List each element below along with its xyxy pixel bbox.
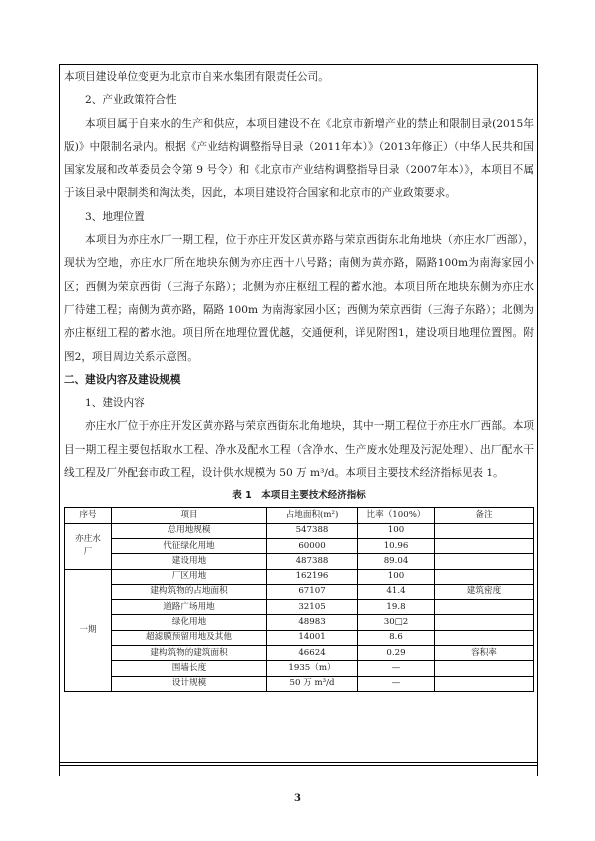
table-cell: 容积率 (435, 646, 534, 661)
page-number: 3 (294, 793, 301, 804)
table-row (65, 584, 534, 599)
table-row (65, 615, 534, 630)
tech-indicator-table (64, 507, 534, 692)
header-cell: 项目 (112, 508, 267, 523)
table-cell: 32105 (267, 600, 358, 615)
table-cell: 60000 (267, 538, 358, 553)
table-cell: 8.6 (358, 630, 435, 645)
table-header-row (65, 508, 534, 523)
heading-location: 3、地理位置 (85, 210, 145, 223)
table-row (65, 630, 534, 645)
table-cell: 建构筑物的占地面积 (112, 584, 267, 599)
paragraph-location: 本项目为亦庄水厂一期工程，位于亦庄开发区黄亦路与荣京西街东北角地块（亦庄水厂西部），现状为空地，亦庄水厂所在地块东侧为亦庄西十八号路；南侧为黄亦路，隔路100m为南海家园小区；西侧为荣京西街（三海子东路）；北侧为亦庄枢纽工程的蓄水池。本项目所在地块东侧为亦庄水厂待建工程；南侧为黄亦路，隔路 100m 为南海家园小区；西侧为荣京西街（三海子东路）；北侧为亦庄枢纽工程的蓄水池。项目所在地理位置优越，交通便利，详见附图1，建设项目地理位置图。附图2，项目周边关系示意图。 (64, 234, 534, 363)
table-cell: 46624 (267, 646, 358, 661)
table-cell (435, 554, 534, 569)
table-cell: 10.96 (358, 538, 435, 553)
table-cell (435, 676, 534, 691)
table-cell: 代征绿化用地 (112, 538, 267, 553)
table-cell: 19.8 (358, 600, 435, 615)
paragraph-unit-change: 本项目建设单位变更为北京市自来水集团有限责任公司。 (64, 71, 329, 83)
table-cell: — (358, 676, 435, 691)
group-cell: 一期 (65, 569, 112, 691)
group-cell: 亦庄水厂 (65, 523, 112, 569)
table-cell: 487388 (267, 554, 358, 569)
header-cell: 比率（100%） (358, 508, 435, 523)
table-cell: 建筑密度 (435, 584, 534, 599)
table-cell: 100 (358, 523, 435, 538)
frame-bottom-line-2 (59, 765, 538, 766)
table-cell: 建构筑物的建筑面积 (112, 646, 267, 661)
table-cell: 162196 (267, 569, 358, 584)
table-cell: 设计规模 (112, 676, 267, 691)
header-cell: 占地面积(m²) (267, 508, 358, 523)
table-title: 表 1 本项目主要技术经济指标 (232, 490, 366, 502)
table-row (65, 646, 534, 661)
table-row (65, 569, 534, 584)
table-cell: — (358, 661, 435, 676)
section-heading-construction: 二、建设内容及建设规模 (64, 373, 181, 386)
table-cell (435, 600, 534, 615)
table-cell: 14001 (267, 630, 358, 645)
table-row (65, 538, 534, 553)
table-cell (435, 569, 534, 584)
paragraph-construction-content: 亦庄水厂位于亦庄开发区黄亦路与荣京西街东北角地块，其中一期工程位于亦庄水厂西部。本项目一期工程主要包括取水工程、净水及配水工程（含净水、生产废水处理及污泥处理）、出厂配水干线工程及厂外配套市政工程，设计供水规模为 50 万 m³/d。本项目主要技术经济指标见表 1。 (64, 420, 534, 480)
table-cell: 48983 (267, 615, 358, 630)
table-cell: 1935（m） (267, 661, 358, 676)
table-cell: 总用地规模 (112, 523, 267, 538)
table-row (65, 600, 534, 615)
table-row (65, 676, 534, 691)
table-cell (435, 538, 534, 553)
table-row (65, 554, 534, 569)
table-cell: 50 万 m³/d (267, 676, 358, 691)
table-cell: 厂区用地 (112, 569, 267, 584)
table-cell: 67107 (267, 584, 358, 599)
heading-industry-policy: 2、产业政策符合性 (85, 94, 177, 107)
table-row (65, 523, 534, 538)
table-cell: 100 (358, 569, 435, 584)
table-cell (435, 661, 534, 676)
table-cell: 89.04 (358, 554, 435, 569)
frame-bottom-line (59, 762, 538, 763)
table-cell: 建设用地 (112, 554, 267, 569)
header-cell: 序号 (65, 508, 112, 523)
table-row (65, 661, 534, 676)
header-cell: 备注 (435, 508, 534, 523)
table-cell: 30□2 (358, 615, 435, 630)
table-cell: 547388 (267, 523, 358, 538)
table-cell: 41.4 (358, 584, 435, 599)
table-cell (435, 523, 534, 538)
heading-construction-content: 1、建设内容 (85, 397, 145, 410)
table-cell (435, 615, 534, 630)
table-cell: 绿化用地 (112, 615, 267, 630)
document-body (64, 66, 534, 692)
table-cell (435, 630, 534, 645)
table-cell: 0.29 (358, 646, 435, 661)
table-cell: 超滤膜预留用地及其他 (112, 630, 267, 645)
table-cell: 道路广场用地 (112, 600, 267, 615)
table-cell: 围墙长度 (112, 661, 267, 676)
paragraph-industry-policy: 本项目属于自来水的生产和供应，本项目建设不在《北京市新增产业的禁止和限制目录(2015年版)》中限制名录内。根据《产业结构调整指导目录（2011年本）》（2013年修正）（中华人民共和国国家发展和改革委员会令第 9 号令）和《北京市产业结构调整指导目录（2007年本）》，本项目不属于该目录中限制类和淘汰类，因此，本项目建设符合国家和北京市的产业政策要求。 (64, 117, 534, 200)
